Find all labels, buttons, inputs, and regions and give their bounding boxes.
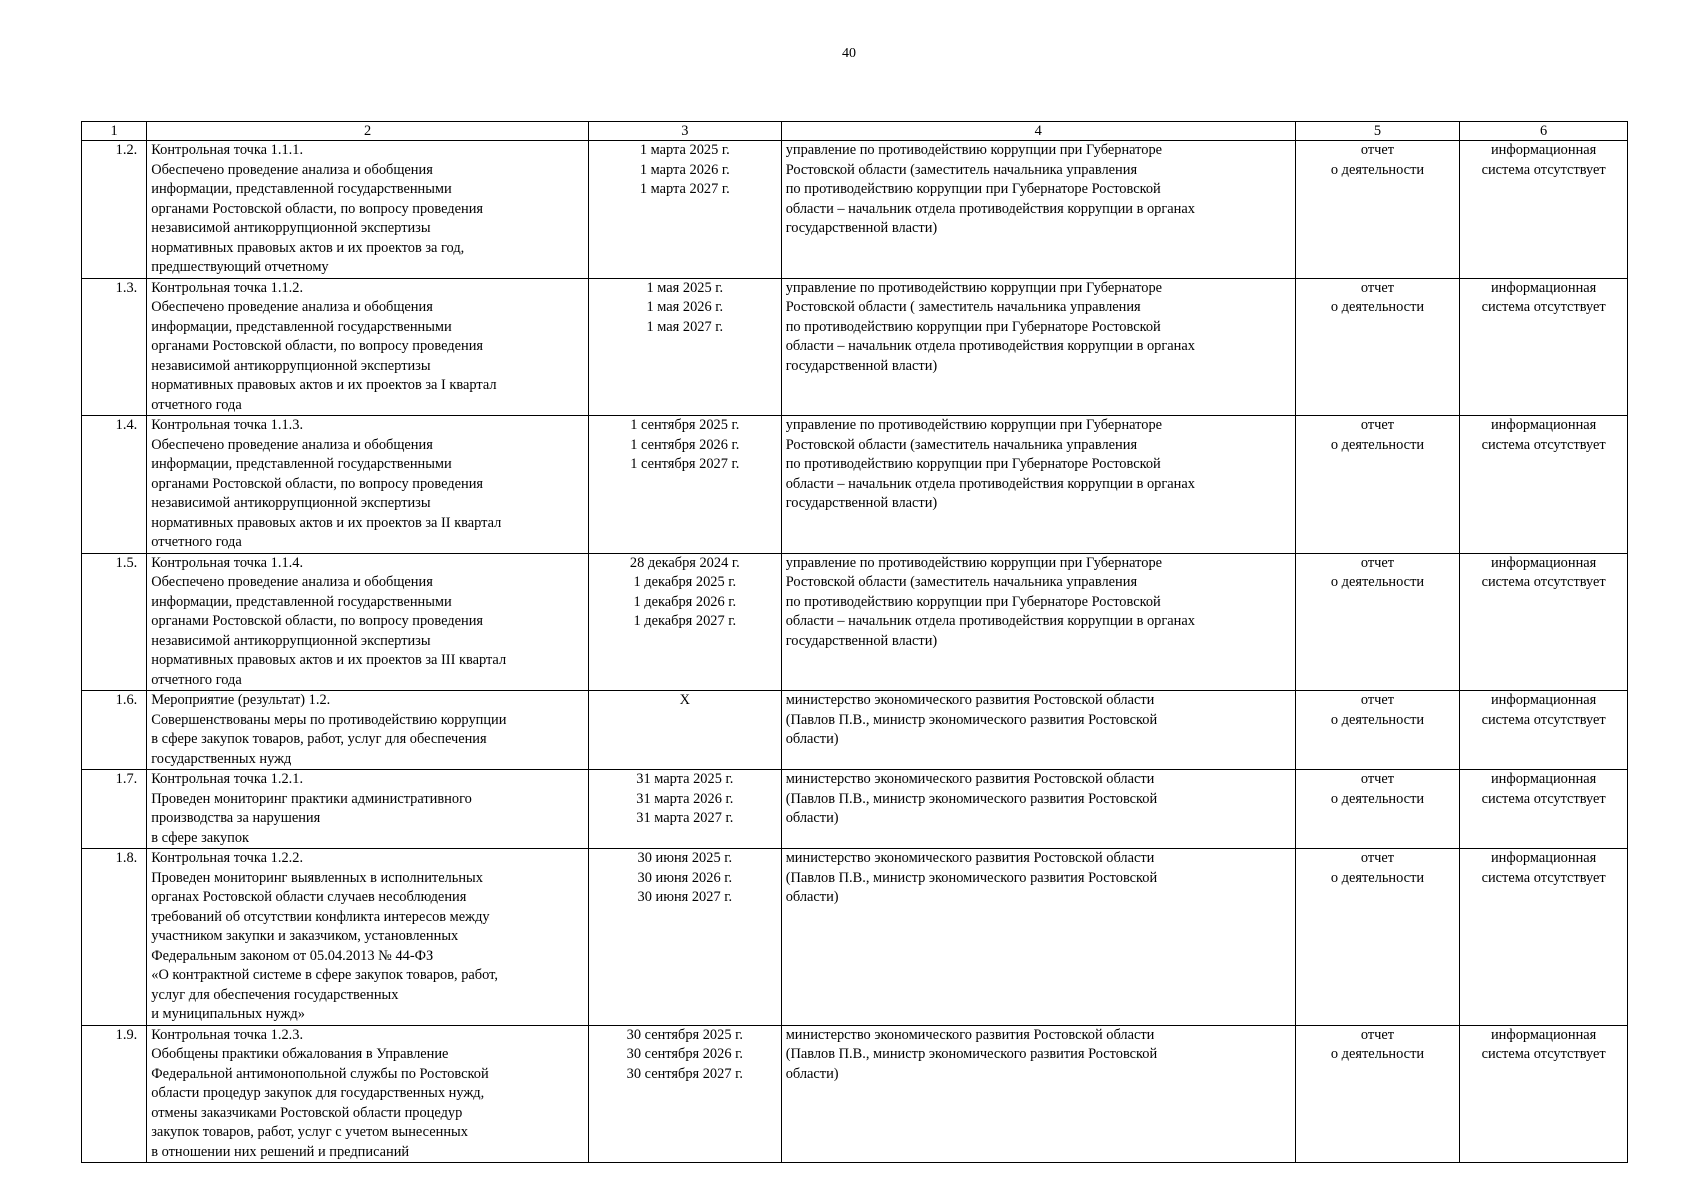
table-row: [82, 278, 1628, 416]
information-system: информационная система отсутствует: [1460, 553, 1628, 691]
responsible-executor: управление по противодействию коррупции при Губернаторе Ростовской области (заместитель начальника управления по противодействию коррупции при Губернаторе Ростовской области – начальник отдела противодействия коррупции в органах государственной власти): [781, 416, 1295, 554]
table-row: [82, 553, 1628, 691]
information-system: информационная система отсутствует: [1460, 770, 1628, 849]
deadline-dates: 30 сентября 2025 г. 30 сентября 2026 г. 30 сентября 2027 г.: [588, 1025, 781, 1163]
row-number: 1.7.: [82, 770, 147, 849]
confirming-document: отчет о деятельности: [1295, 849, 1460, 1026]
column-number-row: [82, 122, 1628, 141]
information-system: информационная система отсутствует: [1460, 416, 1628, 554]
column-number-3: 3: [588, 122, 781, 141]
confirming-document: отчет о деятельности: [1295, 553, 1460, 691]
table-row: [82, 691, 1628, 770]
deadline-dates: 30 июня 2025 г. 30 июня 2026 г. 30 июня 2027 г.: [588, 849, 781, 1026]
information-system: информационная система отсутствует: [1460, 691, 1628, 770]
table-row: [82, 141, 1628, 279]
table-row: [82, 1025, 1628, 1163]
activity-description: Контрольная точка 1.1.2. Обеспечено проведение анализа и обобщения информации, представленной государственными органами Ростовской области, по вопросу проведения независимой антикоррупционной экспертизы нормативных правовых актов и их проектов за I квартал отчетного года: [147, 278, 589, 416]
activity-description: Контрольная точка 1.2.1. Проведен мониторинг практики административного производства за нарушения в сфере закупок: [147, 770, 589, 849]
page-number: 40: [842, 46, 856, 61]
row-number: 1.4.: [82, 416, 147, 554]
deadline-dates: 31 марта 2025 г. 31 марта 2026 г. 31 марта 2027 г.: [588, 770, 781, 849]
responsible-executor: управление по противодействию коррупции при Губернаторе Ростовской области (заместитель начальника управления по противодействию коррупции при Губернаторе Ростовской области – начальник отдела противодействия коррупции в органах государственной власти): [781, 553, 1295, 691]
activity-description: Контрольная точка 1.2.2. Проведен мониторинг выявленных в исполнительных органах Ростовской области случаев несоблюдения требований об отсутствии конфликта интересов между участником закупки и заказчиком, установленных Федеральным законом от 05.04.2013 № 44-ФЗ «О контрактной системе в сфере закупок товаров, работ, услуг для обеспечения государственных и муниципальных нужд»: [147, 849, 589, 1026]
row-number: 1.6.: [82, 691, 147, 770]
table-row: [82, 770, 1628, 849]
column-number-5: 5: [1295, 122, 1460, 141]
deadline-dates: 1 марта 2025 г. 1 марта 2026 г. 1 марта 2027 г.: [588, 141, 781, 279]
information-system: информационная система отсутствует: [1460, 278, 1628, 416]
confirming-document: отчет о деятельности: [1295, 770, 1460, 849]
responsible-executor: министерство экономического развития Ростовской области (Павлов П.В., министр экономического развития Ростовской области): [781, 1025, 1295, 1163]
confirming-document: отчет о деятельности: [1295, 278, 1460, 416]
confirming-document: отчет о деятельности: [1295, 416, 1460, 554]
column-number-4: 4: [781, 122, 1295, 141]
activity-description: Контрольная точка 1.1.1. Обеспечено проведение анализа и обобщения информации, представленной государственными органами Ростовской области, по вопросу проведения независимой антикоррупционной экспертизы нормативных правовых актов и их проектов за год, предшествующий отчетному: [147, 141, 589, 279]
responsible-executor: управление по противодействию коррупции при Губернаторе Ростовской области (заместитель начальника управления по противодействию коррупции при Губернаторе Ростовской области – начальник отдела противодействия коррупции в органах государственной власти): [781, 141, 1295, 279]
information-system: информационная система отсутствует: [1460, 1025, 1628, 1163]
responsible-executor: министерство экономического развития Ростовской области (Павлов П.В., министр экономического развития Ростовской области): [781, 770, 1295, 849]
activity-description: Контрольная точка 1.2.3. Обобщены практики обжалования в Управление Федеральной антимонопольной службы по Ростовской области процедур закупок для государственных нужд, отмены заказчиками Ростовской области процедур закупок товаров, работ, услуг с учетом вынесенных в отношении них решений и предписаний: [147, 1025, 589, 1163]
activity-description: Мероприятие (результат) 1.2. Совершенствованы меры по противодействию коррупции в сфере закупок товаров, работ, услуг для обеспечения государственных нужд: [147, 691, 589, 770]
deadline-dates: 1 мая 2025 г. 1 мая 2026 г. 1 мая 2027 г.: [588, 278, 781, 416]
activity-description: Контрольная точка 1.1.3. Обеспечено проведение анализа и обобщения информации, представленной государственными органами Ростовской области, по вопросу проведения независимой антикоррупционной экспертизы нормативных правовых актов и их проектов за II квартал отчетного года: [147, 416, 589, 554]
confirming-document: отчет о деятельности: [1295, 691, 1460, 770]
responsible-executor: министерство экономического развития Ростовской области (Павлов П.В., министр экономического развития Ростовской области): [781, 849, 1295, 1026]
row-number: 1.5.: [82, 553, 147, 691]
plan-table: [81, 121, 1628, 1163]
column-number-1: 1: [82, 122, 147, 141]
information-system: информационная система отсутствует: [1460, 849, 1628, 1026]
deadline-dates: Х: [588, 691, 781, 770]
column-number-2: 2: [147, 122, 589, 141]
table-row: [82, 416, 1628, 554]
responsible-executor: министерство экономического развития Ростовской области (Павлов П.В., министр экономического развития Ростовской области): [781, 691, 1295, 770]
table-row: [82, 849, 1628, 1026]
deadline-dates: 28 декабря 2024 г. 1 декабря 2025 г. 1 декабря 2026 г. 1 декабря 2027 г.: [588, 553, 781, 691]
information-system: информационная система отсутствует: [1460, 141, 1628, 279]
deadline-dates: 1 сентября 2025 г. 1 сентября 2026 г. 1 сентября 2027 г.: [588, 416, 781, 554]
confirming-document: отчет о деятельности: [1295, 1025, 1460, 1163]
responsible-executor: управление по противодействию коррупции при Губернаторе Ростовской области ( заместитель начальника управления по противодействию коррупции при Губернаторе Ростовской области – начальник отдела противодействия коррупции в органах государственной власти): [781, 278, 1295, 416]
row-number: 1.9.: [82, 1025, 147, 1163]
confirming-document: отчет о деятельности: [1295, 141, 1460, 279]
column-number-6: 6: [1460, 122, 1628, 141]
activity-description: Контрольная точка 1.1.4. Обеспечено проведение анализа и обобщения информации, представленной государственными органами Ростовской области, по вопросу проведения независимой антикоррупционной экспертизы нормативных правовых актов и их проектов за III квартал отчетного года: [147, 553, 589, 691]
row-number: 1.2.: [82, 141, 147, 279]
row-number: 1.3.: [82, 278, 147, 416]
row-number: 1.8.: [82, 849, 147, 1026]
